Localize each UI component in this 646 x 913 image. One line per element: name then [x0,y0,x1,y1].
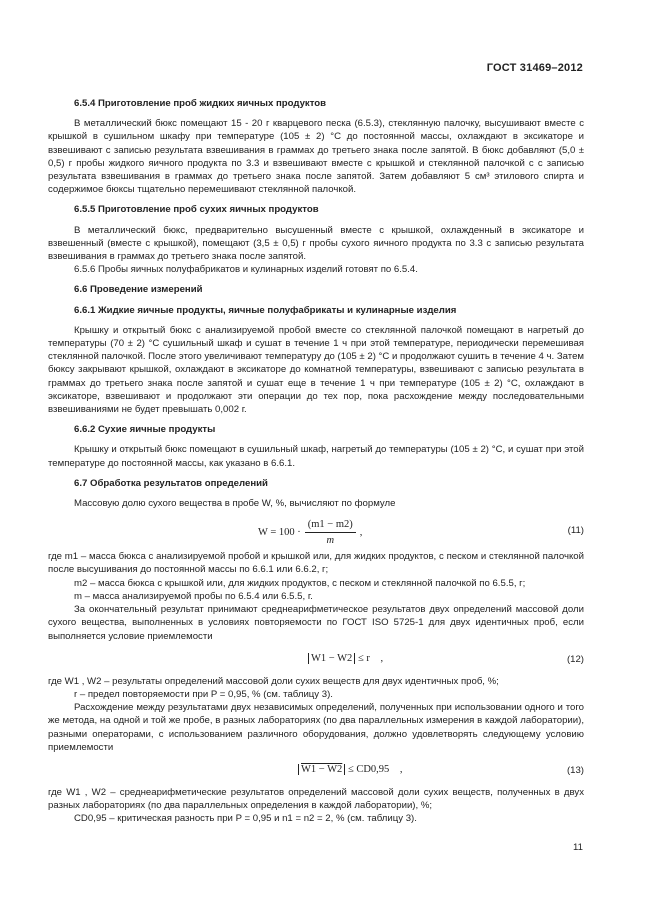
section-6-6-2-title: 6.6.2 Сухие яичные продукты [74,424,216,436]
section-6-5-4-body: В металлический бюкс помещают 15 - 20 г кварцевого песка (6.5.3), стеклянную палочку, высушивают вместе с крышкой в сушильном шкафу при температуре (105 ± 2) °С до постоянной массы, охлаждают в эксикаторе и взвешивают с записью результата взвешивания в граммах до третьего знака после запятой. В бюкс добавляют (5,0 ± 0,5) г пробы жидкого яичного продукта по 3.3 и взвешивают вместе с крышкой и стеклянной палочкой с с записью результата взвешивания в граммах до третьего знака после запятой. Затем добавляют 5 см³ этилового спирта и содержимое бюксы тщательно перемешивают стеклянной палочкой. [48,118,584,196]
section-6-7-title: 6.7 Обработка результатов определений [74,477,268,489]
formula-11-numerator: (m1 − m2) [305,518,356,533]
formula-12 [48,649,584,671]
formula-intro: Массовую долю сухого вещества в пробе W, %, вычисляют по формуле [74,498,396,510]
formula-12-tail: , [380,652,384,664]
where-avg-w: где W1 , W2 – среднеарифметические результатов определений массовой доли сухих веществ, полученных в двух разных лабораториях (по два параллельных определения в каждой лаборатории), %; [48,786,584,812]
section-6-5-5-title: 6.5.5 Приготовление проб сухих яичных продуктов [74,204,319,216]
section-6-6-1-title: 6.6.1 Жидкие яичные продукты, яичные полуфабрикаты и кулинарные изделия [74,304,457,316]
formula-11-denominator: m [326,535,335,547]
section-6-5-4-title: 6.5.4 Приготовление проб жидких яичных продуктов [74,98,327,109]
where-m: m – масса анализируемой пробы по 6.5.4 или 6.5.5, г. [74,590,313,602]
section-6-6-1-body: Крышку и открытый бюкс с анализируемой пробой вместе со стеклянной палочкой помещают в нагретый до температуры (70 ± 2) °С сушильный шкаф и сушат в течение 1 ч при этой температуре, периодически перемешивая стеклянной палочкой. После этого увеличивают температуру до (105 ± 2) °С и продолжают сушить в течение 4 ч. Затем бюксу закрывают крышкой, охлаждают в эксикаторе до комнатной температуры, взвешивают с записью результата в граммах до третьего знака после запятой и сушат еще в течение 1 ч при температуре (105 ± 2) °С, охлаждают в эксикаторе, взвешивают и продолжают эти операции до тех пор, пока расхождение между последовательными взвешиваниями не будет превышать 0,002 г. [48,324,585,416]
formula-12-number: (12) [566,653,584,665]
where-r: r – предел повторяемости при P = 0,95, % (см. таблицу 3). [74,688,333,700]
formula-13-tail: , [399,763,403,775]
where-w1-w2: где W1 , W2 – результаты определений массовой доли сухих веществ для двух идентичных проб, %; [48,675,499,687]
discrepancy-text: Расхождение между результатами двух независимых определений, полученных при использовании одного и того же метода, на одной и той же пробе, в разных лабораториях (по два параллельных измерения в каждой лаборатории), разными операторами, с использованием различного оборудования, должно удовлетворять следующему условию приемлемости [48,702,584,753]
formula-13 [48,760,584,782]
final-result-text: За окончательный результат принимают среднеарифметическое результатов двух определений массовой доли сухого вещества, выполненных в условиях повторяемости по ГОСТ ISO 5725-1 для двух идентичных проб, если выполняется условие приемлемости [48,604,584,642]
formula-13-number: (13) [566,764,584,776]
section-6-5-6-body: 6.5.6 Пробы яичных полуфабрикатов и кулинарных изделий готовят по 6.5.4. [74,264,418,276]
where-m2: m2 – масса бюкса с крышкой или, для жидких продуктов, с песком и стеклянной палочкой по 6.5.5, г; [74,577,526,589]
section-6-5-5-body: В металлический бюкс, предварительно высушенный вместе с крышкой, охлажденный в эксикаторе и взвешенный (вместе с крышкой), помещают (3,5 ± 0,5) г пробы сухого яичного продукта по 3.3 с записью результата взвешивания в граммах до третьего знака после запятой. [48,224,584,263]
document-code: ГОСТ 31469–2012 [486,62,583,74]
formula-11-lhs: W = 100 · [258,527,301,539]
where-cd: CD0,95 – критическая разность при P = 0,95 и n1 = n2 = 2, % (см. таблицу 3). [74,813,417,825]
formula-12-rhs: ≤ r [357,652,370,664]
formula-12-lhs: W1 − W2 [308,653,355,664]
formula-13-rhs: ≤ CD0,95 [347,763,390,775]
page-number: 11 [573,842,583,853]
formula-11-tail: , [359,527,363,539]
section-6-6-title: 6.6 Проведение измерений [74,284,203,296]
page-content [48,93,584,826]
formula-13-lhs: W1 − W2 [298,764,345,775]
formula-11-fraction [305,518,356,547]
section-6-6-2-body: Крышку и открытый бюкс помещают в сушильный шкаф, нагретый до температуры (105 ± 2) °С, и сушат при этой температуре до постоянной массы, как указано в 6.6.1. [48,444,584,469]
formula-11 [48,516,584,546]
where-m1: где m1 – масса бюкса с анализируемой пробой и крышкой или, для жидких продуктов, с песком и стеклянной палочкой после высушивания до постоянной массы по 6.6.1 или 6.6.2, г; [48,551,584,576]
formula-11-number: (11) [567,525,584,537]
